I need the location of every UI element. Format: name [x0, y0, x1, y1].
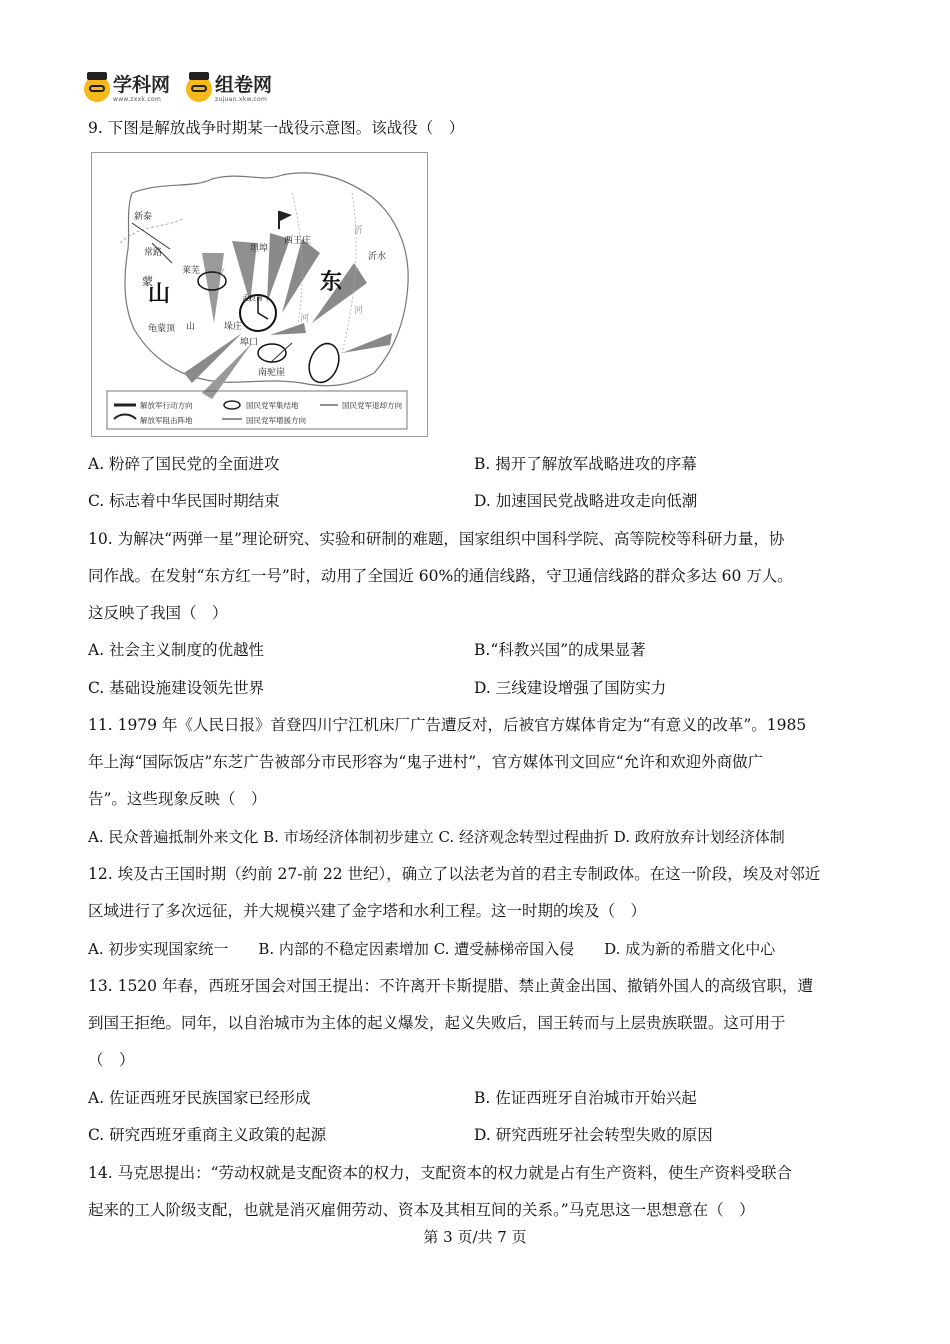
question-13-stem-2: 到国王拒绝。同年，以自治城市为主体的起义爆发，起义失败后，国王转而与上层贵族联盟。这可用于 [88, 1014, 786, 1032]
question-11-options: A. 民众普遍抵制外来文化 B. 市场经济体制初步建立 C. 经济观念转型过程曲折 D. 政府放弃计划经济体制 [88, 828, 785, 846]
logo-zxxk [84, 73, 171, 103]
question-13-stem-3: （ ） [88, 1051, 135, 1069]
place-label: 山 [186, 322, 196, 332]
option-9d: D. 加速国民党战略进攻走向低潮 [474, 492, 698, 510]
battle-map [91, 152, 428, 437]
river-label: 汶 [216, 268, 226, 278]
logo-zujuan [186, 73, 273, 103]
question-14-stem-1: 14. 马克思提出：“劳动权就是支配资本的权力，支配资本的权力就是占有生产资料，使生产资料受联合 [88, 1164, 793, 1182]
logo-zujuan-url: zujuan.xkw.com [215, 95, 268, 103]
legend-item: 国民党军退却方向 [342, 401, 402, 410]
header-logos [84, 72, 272, 106]
option-13d: D. 研究西班牙社会转型失败的原因 [474, 1126, 713, 1144]
question-11-stem-2: 年上海“国际饭店”东芝广告被部分市民形容为“鬼子进村”，官方媒体刊文回应“允许和欢迎外商做广 [88, 753, 764, 771]
question-12-stem-2: 区域进行了多次远征，并大规模兴建了金字塔和水利工程。这一时期的埃及（ ） [88, 902, 647, 920]
option-9c: C. 标志着中华民国时期结束 [88, 492, 280, 510]
question-13-stem-1: 13. 1520 年春，西班牙国会对国王提出：不许离开卡斯提腊、禁止黄金出国、撤销外国人的高级官职，遭 [88, 977, 813, 995]
place-label: 常路 [144, 248, 163, 258]
option-9b: B. 揭开了解放军战略进攻的序幕 [474, 455, 697, 473]
question-10-stem-1: 10. 为解决“两弹一星”理论研究、实验和研制的难题，国家组织中国科学院、高等院校等科研力量，协 [88, 530, 785, 548]
place-label: 新泰 [134, 212, 153, 222]
place-label: 垛庄 [224, 322, 243, 332]
question-11-stem-1: 11. 1979 年《人民日报》首登四川宁江机床厂广告遭反对，后被官方媒体肯定为“有意义的改革”。1985 [88, 716, 807, 734]
question-12-stem-1: 12. 埃及古王国时期（约前 27-前 22 世纪），确立了以法老为首的君主专制政体。在这一阶段，埃及对邻近 [88, 865, 821, 883]
question-9-stem: 9. 下图是解放战争时期某一战役示意图。该战役（ ） [88, 119, 465, 137]
logo-zxxk-url: www.zxxk.com [113, 95, 162, 103]
question-10-stem-3: 这反映了我国（ ） [88, 604, 228, 622]
option-9a: A. 粉碎了国民党的全面进攻 [88, 455, 280, 473]
question-11-stem-3: 告”。这些现象反映（ ） [88, 790, 267, 808]
place-label: 孟良崮 [242, 294, 263, 302]
question-14-stem-2: 起来的工人阶级支配，也就是消灭雇佣劳动、资本及其相互间的关系。”马克思这一思想意在（ ） [88, 1201, 755, 1219]
legend-item: 解放军阻击阵地 [140, 416, 193, 425]
place-label: 埠口 [240, 338, 259, 348]
question-12-options: A. 初步实现国家统一 B. 内部的不稳定因素增加 C. 遭受赫梯帝国入侵 D. 成为新的希腊文化中心 [88, 940, 776, 958]
option-10d: D. 三线建设增强了国防实力 [474, 679, 667, 697]
region-label: 山 [148, 281, 171, 307]
option-13c: C. 研究西班牙重商主义政策的起源 [88, 1126, 327, 1144]
question-10-stem-2: 同作战。在发射“东方红一号”时，动用了全国近 60%的通信线路，守卫通信线路的群众多达 60 万人。 [88, 567, 793, 585]
river-label: 河 [354, 306, 364, 316]
place-label: 南驼崖 [258, 368, 286, 378]
page-number: 第 3 页/共 7 页 [423, 1228, 527, 1246]
legend-item: 国民党军集结地 [246, 401, 299, 410]
option-10b: B.“科教兴国”的成果显著 [474, 641, 646, 659]
place-label: 龟蒙顶 [148, 324, 176, 334]
legend-item: 国民党军增援方向 [246, 416, 306, 425]
option-13b: B. 佐证西班牙自治城市开始兴起 [474, 1089, 697, 1107]
option-10a: A. 社会主义制度的优越性 [88, 641, 265, 659]
place-label: 蒙 [142, 275, 153, 288]
logo-face-icon [186, 76, 212, 102]
legend-item: 解放军行动方向 [140, 401, 193, 410]
option-13a: A. 佐证西班牙民族国家已经形成 [88, 1089, 311, 1107]
logo-zxxk-name: 学科网 [113, 73, 171, 96]
place-label: 坦埠 [250, 244, 269, 254]
logo-zujuan-name: 组卷网 [215, 73, 273, 96]
place-label: 莱芜 [182, 266, 201, 276]
river-label: 沂 [354, 226, 364, 236]
place-label: 西王庄 [284, 236, 312, 246]
river-label: 河 [300, 314, 310, 324]
place-label: 沂水 [368, 252, 387, 262]
option-10c: C. 基础设施建设领先世界 [88, 679, 265, 697]
logo-face-icon [84, 76, 110, 102]
region-label: 东 [320, 269, 343, 295]
